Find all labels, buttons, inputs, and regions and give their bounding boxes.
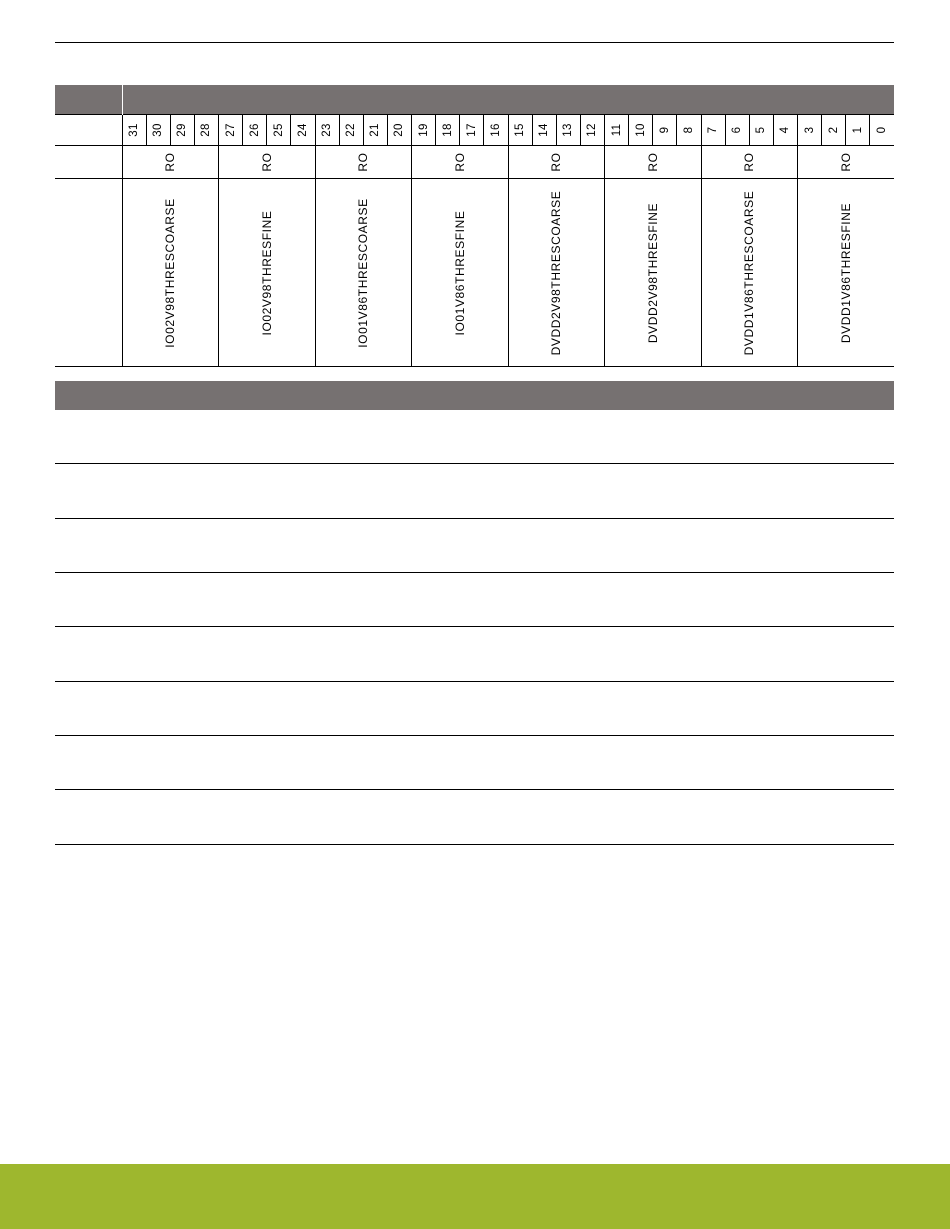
bit-cell-3: [798, 115, 822, 146]
bit-number: 7: [707, 126, 720, 134]
description-row: [55, 736, 894, 790]
bit-number: 28: [200, 123, 213, 137]
field-name-cell: [798, 179, 895, 367]
bit-number: 0: [876, 126, 889, 134]
bit-cell-27: [219, 115, 243, 146]
bit-cell-9: [653, 115, 677, 146]
bit-number: 4: [779, 126, 792, 134]
access-cell: [798, 146, 895, 179]
field-name: DVDD2V98THRESFINE: [645, 202, 660, 343]
bit-number: 2: [827, 126, 840, 134]
bit-number: 15: [514, 123, 527, 137]
bit-number: 21: [369, 123, 382, 137]
bit-cell-1: [846, 115, 870, 146]
bit-number: 29: [176, 123, 189, 137]
footer-band: [0, 1164, 950, 1229]
bit-number: 23: [321, 123, 334, 137]
access-cell: [412, 146, 509, 179]
bit-cell-0: [870, 115, 894, 146]
access-row-label: [55, 146, 122, 179]
field-name: DVDD1V86THRESCOARSE: [742, 190, 757, 355]
bit-cell-4: [773, 115, 797, 146]
bit-cell-19: [412, 115, 436, 146]
field-name: IO01V86THRESCOARSE: [356, 197, 371, 348]
field-name: DVDD1V86THRESFINE: [839, 202, 853, 343]
access-type: RO: [163, 152, 178, 172]
bit-number: 6: [731, 126, 744, 134]
register-bit-table: [55, 85, 894, 367]
bit-number: 18: [441, 123, 454, 137]
field-name-cell: [508, 179, 605, 367]
field-name: IO02V98THRESCOARSE: [163, 197, 178, 348]
bit-number: 12: [586, 123, 599, 137]
access-type: RO: [452, 152, 467, 172]
description-table-header: [55, 381, 894, 410]
bit-cell-24: [291, 115, 315, 146]
bit-number: 26: [248, 123, 261, 137]
bit-cell-17: [460, 115, 484, 146]
bit-number: 31: [128, 123, 141, 137]
field-name: IO02V98THRESFINE: [259, 210, 274, 335]
bit-cell-10: [629, 115, 653, 146]
field-name-cell: [412, 179, 509, 367]
access-type: RO: [549, 152, 564, 172]
description-row: [55, 465, 894, 519]
bit-cell-30: [146, 115, 170, 146]
bit-cell-15: [508, 115, 532, 146]
bit-number: 8: [682, 126, 695, 134]
access-cell: [508, 146, 605, 179]
bit-cell-25: [267, 115, 291, 146]
bit-number: 3: [803, 126, 816, 134]
bit-number: 25: [272, 123, 285, 137]
bit-cell-23: [315, 115, 339, 146]
access-cell: [122, 146, 219, 179]
top-rule: [55, 42, 894, 43]
field-name-cell: [122, 179, 219, 367]
description-row: [55, 410, 894, 464]
bit-number: 30: [152, 123, 165, 137]
bit-number: 14: [538, 123, 551, 137]
field-name-cell: [219, 179, 316, 367]
register-header-label-cell: [55, 85, 122, 115]
register-header-span-cell: [122, 85, 894, 115]
bit-cell-8: [677, 115, 701, 146]
description-row: [55, 682, 894, 736]
access-type: RO: [259, 152, 274, 172]
bit-number: 24: [296, 123, 309, 137]
bit-cell-12: [580, 115, 604, 146]
name-row-label: [55, 179, 122, 367]
access-cell: [219, 146, 316, 179]
bit-cell-13: [556, 115, 580, 146]
bit-number-row: [55, 115, 894, 146]
field-name-cell: [701, 179, 798, 367]
bit-cell-21: [363, 115, 387, 146]
bit-number: 16: [489, 123, 502, 137]
bit-cell-31: [122, 115, 146, 146]
access-type: RO: [742, 152, 757, 172]
bit-cell-18: [436, 115, 460, 146]
bit-number: 9: [658, 126, 671, 134]
access-type: RO: [839, 152, 853, 172]
bit-number: 27: [224, 123, 237, 137]
bit-cell-29: [170, 115, 194, 146]
bit-number: 20: [393, 123, 406, 137]
bit-cell-20: [387, 115, 411, 146]
bit-cell-7: [701, 115, 725, 146]
access-row: [55, 146, 894, 179]
description-row: [55, 573, 894, 627]
bit-number: 5: [755, 126, 768, 134]
access-type: RO: [356, 152, 371, 172]
bit-number: 19: [417, 123, 430, 137]
bit-row-label: [55, 115, 122, 146]
bit-cell-26: [243, 115, 267, 146]
field-name-row: [55, 179, 894, 367]
access-cell: [605, 146, 702, 179]
field-name-cell: [605, 179, 702, 367]
field-name: IO01V86THRESFINE: [452, 210, 467, 335]
bit-cell-28: [194, 115, 218, 146]
bit-cell-6: [725, 115, 749, 146]
bit-cell-11: [605, 115, 629, 146]
field-name-cell: [315, 179, 412, 367]
bit-number: 1: [851, 126, 864, 134]
description-row: [55, 519, 894, 573]
access-cell: [701, 146, 798, 179]
bit-number: 17: [465, 123, 478, 137]
bit-cell-16: [484, 115, 508, 146]
bit-number: 22: [345, 123, 358, 137]
bit-cell-2: [822, 115, 846, 146]
access-type: RO: [645, 152, 660, 172]
register-header-row: [55, 85, 894, 115]
access-cell: [315, 146, 412, 179]
field-name: DVDD2V98THRESCOARSE: [549, 190, 564, 355]
bit-cell-22: [339, 115, 363, 146]
bit-number: 13: [562, 123, 575, 137]
bit-number: 10: [634, 123, 647, 137]
bit-cell-5: [749, 115, 773, 146]
bit-cell-14: [532, 115, 556, 146]
description-row: [55, 628, 894, 682]
bit-number: 11: [610, 123, 623, 137]
description-row: [55, 791, 894, 845]
